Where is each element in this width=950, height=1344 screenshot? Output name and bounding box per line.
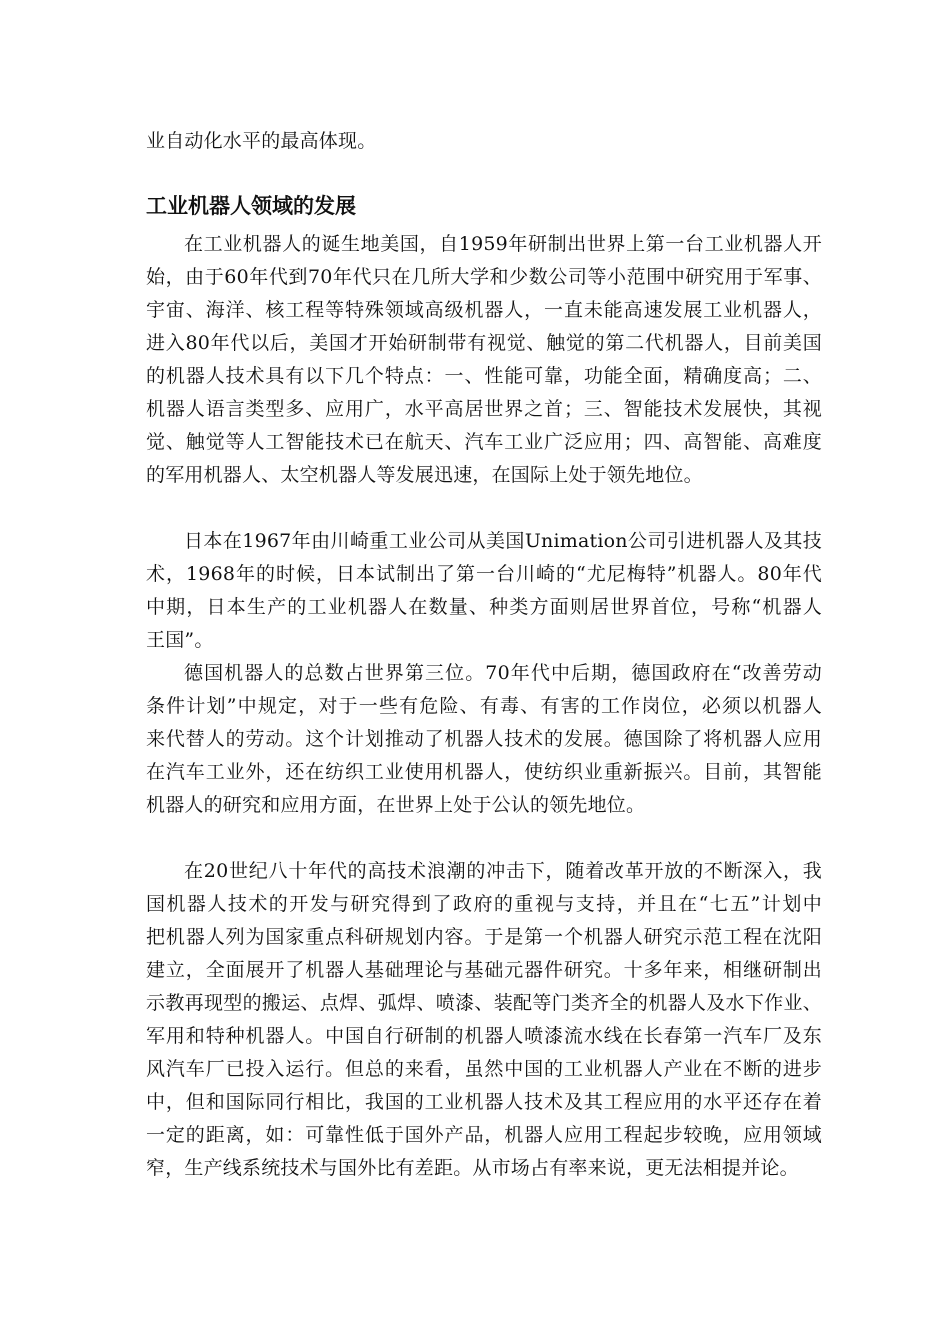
paragraph-line: 条件计划”中规定，对于一些有危险、有毒、有害的工作岗位，必须以机器人 [146,695,822,717]
paragraph-line: 中期，日本生产的工业机器人在数量、种类方面则居世界首位，号称“机器人 [146,596,822,618]
paragraph-line: 示教再现型的搬运、点焊、弧焊、喷漆、装配等门类齐全的机器人及水下作业、 [146,992,822,1014]
paragraph-line: 窄，生产线系统技术与国外比有差距。从市场占有率来说，更无法相提并论。 [146,1157,799,1179]
paragraph-line: 国机器人技术的开发与研究得到了政府的重视与支持，并且在“七五”计划中 [146,893,822,915]
intro-tail-line: 业自动化水平的最高体现。 [146,130,377,152]
paragraph-line: 王国”。 [146,629,214,651]
paragraph-line: 在汽车工业外，还在纺织工业使用机器人，使纺织业重新振兴。目前，其智能 [146,761,822,783]
paragraph-line: 始，由于60年代到70年代只在几所大学和少数公司等小范围中研究用于军事、 [146,266,822,288]
paragraph-line: 日本在1967年由川崎重工业公司从美国Unimation公司引进机器人及其技 [184,530,822,552]
paragraph-line: 机器人的研究和应用方面，在世界上处于公认的领先地位。 [146,794,646,816]
paragraph-line: 德国机器人的总数占世界第三位。70年代中后期，德国政府在“改善劳动 [184,662,822,684]
paragraph-line: 觉、触觉等人工智能技术已在航天、汽车工业广泛应用；四、高智能、高难度 [146,431,822,453]
paragraph-line: 进入80年代以后，美国才开始研制带有视觉、触觉的第二代机器人，目前美国 [146,332,822,354]
paragraph-line: 宇宙、海洋、核工程等特殊领域高级机器人，一直未能高速发展工业机器人， [146,299,822,321]
paragraph-line: 的机器人技术具有以下几个特点：一、性能可靠，功能全面，精确度高；二、 [146,365,822,387]
paragraph-line: 军用和特种机器人。中国自行研制的机器人喷漆流水线在长春第一汽车厂及东 [146,1025,822,1047]
paragraph-line: 在20世纪八十年代的高技术浪潮的冲击下，随着改革开放的不断深入，我 [184,860,822,882]
paragraph-line: 一定的距离，如：可靠性低于国外产品，机器人应用工程起步较晚，应用领域 [146,1124,822,1146]
paragraph-line: 中，但和国际同行相比，我国的工业机器人技术及其工程应用的水平还存在着 [146,1091,822,1113]
paragraph-line: 建立，全面展开了机器人基础理论与基础元器件研究。十多年来，相继研制出 [146,959,822,981]
paragraph-line: 的军用机器人、太空机器人等发展迅速，在国际上处于领先地位。 [146,464,703,486]
paragraph-line: 术，1968年的时候，日本试制出了第一台川崎的“尤尼梅特”机器人。80年代 [146,563,822,585]
paragraph-line: 在工业机器人的诞生地美国，自1959年研制出世界上第一台工业机器人开 [184,233,822,255]
paragraph-line: 把机器人列为国家重点科研规划内容。于是第一个机器人研究示范工程在沈阳 [146,926,822,948]
paragraph-line: 来代替人的劳动。这个计划推动了机器人技术的发展。德国除了将机器人应用 [146,728,822,750]
section-heading: 工业机器人领域的发展 [146,194,356,218]
paragraph-line: 机器人语言类型多、应用广，水平高居世界之首；三、智能技术发展快，其视 [146,398,822,420]
paragraph-line: 风汽车厂已投入运行。但总的来看，虽然中国的工业机器人产业在不断的进步 [146,1058,822,1080]
